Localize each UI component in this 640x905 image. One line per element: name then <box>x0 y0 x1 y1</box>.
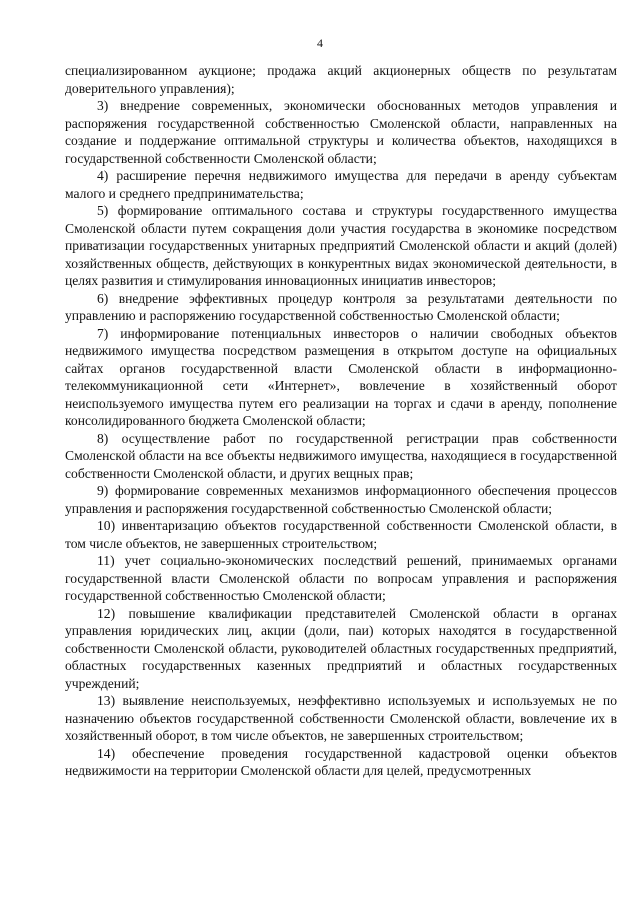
paragraph-item-7: 7) информирование потенциальных инвесторов о наличии свободных объектов недвижимого имущества посредством размещения в открытом доступе на официальных сайтах органов государственной власти Смоленской области в информационно-телекоммуникационной сети «Интернет», вовлечение в хозяйственный оборот неиспользуемого имущества путем его реализации на торгах и сдачи в аренду, пополнение консолидированного бюджета Смоленской области; <box>65 325 617 428</box>
page-number: 4 <box>317 36 323 50</box>
paragraph-item-3: 3) внедрение современных, экономически обоснованных методов управления и распоряжения государственной собственностью Смоленской области, направленных на создание и поддержание оптимальной структуры и количества объектов, находящихся в государственной собственности Смоленской области; <box>65 98 617 166</box>
paragraph-item-12: 12) повышение квалификации представителей Смоленской области в органах управления юридических лиц, акции (доли, паи) которых находятся в государственной собственности Смоленской области, руководителей областных государственных предприятий, областных государственных казенных предприятий и областных государственных учреждений; <box>65 605 617 691</box>
paragraph-item-9: 9) формирование современных механизмов информационного обеспечения процессов управления и распоряжения государственной собственностью Смоленской области; <box>65 483 617 516</box>
paragraph-item-14: 14) обеспечение проведения государственной кадастровой оценки объектов недвижимости на территории Смоленской области для целей, предусмотренных <box>65 745 617 778</box>
paragraph-continuation: специализированном аукционе; продажа акций акционерных обществ по результатам доверительного управления); <box>65 63 617 96</box>
paragraph-item-13: 13) выявление неиспользуемых, неэффективно используемых и используемых не по назначению объектов государственной собственности Смоленской области, вовлечение их в хозяйственный оборот, в том числе объектов, не завершенных строительством; <box>65 693 617 743</box>
paragraph-item-11: 11) учет социально-экономических последствий решений, принимаемых органами государственной власти Смоленской области по вопросам управления и распоряжения государственной собственностью Смоленской области; <box>65 553 617 603</box>
paragraph-item-5: 5) формирование оптимального состава и структуры государственного имущества Смоленской области путем сокращения доли участия государства в экономике посредством приватизации государственных унитарных предприятий Смоленской области и акций (долей) хозяйственных обществ, действующих в конкурентных видах экономической деятельности, в целях развития и стимулирования инновационных инициатив инвесторов; <box>65 203 617 288</box>
paragraph-item-4: 4) расширение перечня недвижимого имущества для передачи в аренду субъектам малого и среднего предпринимательства; <box>65 168 617 201</box>
paragraph-item-6: 6) внедрение эффективных процедур контроля за результатами деятельности по управлению и распоряжению государственной собственностью Смоленской области; <box>65 290 617 323</box>
document-body <box>65 62 617 780</box>
paragraph-item-10: 10) инвентаризацию объектов государственной собственности Смоленской области, в том числе объектов, не завершенных строительством; <box>65 518 617 551</box>
paragraph-item-8: 8) осуществление работ по государственной регистрации прав собственности Смоленской области на все объекты недвижимого имущества, находящиеся в государственной собственности Смоленской области, и других вещных прав; <box>65 430 617 481</box>
